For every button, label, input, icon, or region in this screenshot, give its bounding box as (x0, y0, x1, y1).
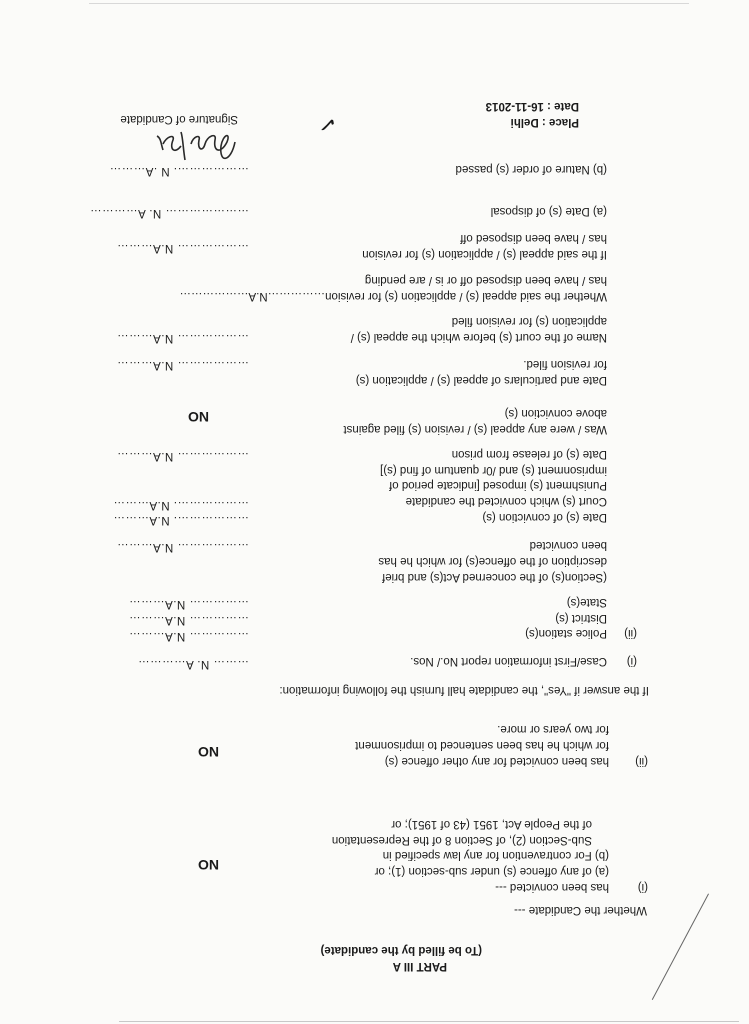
tick-mark-icon: ✓ (316, 109, 339, 138)
disposed-line2: has / have been disposed off or is / are pending (364, 274, 607, 286)
fir-label: Case/First information report No./ Nos. (410, 655, 607, 667)
district-value: …………… N.A……… (128, 614, 249, 626)
order-nature-value: ………………. N .A……… (109, 165, 249, 177)
particulars-line1: Date and particulars of appeal (s) / application (s) (355, 374, 607, 386)
scan-edge-top (89, 3, 689, 4)
sections-line2: description of the offence(s) for which he has (378, 555, 607, 567)
disposal-date-value: ………………… N. A………… (89, 207, 249, 219)
sections-value: ……………… N.A……… (116, 541, 249, 553)
release-value: ……………… N.A……… (116, 450, 249, 462)
part-i-b1: (b) For contravention for any law specified in (382, 849, 609, 861)
order-nature-label: (b) Nature of order (s) passed (455, 163, 607, 175)
state-label: State(s) (566, 596, 607, 608)
signature-icon (151, 124, 241, 172)
particulars-value: ……………… N.A……… (116, 359, 249, 371)
particulars-line2: for revision filed. (523, 358, 607, 370)
punishment-line1: Punishment (s) imposed [indicate period of (389, 479, 607, 491)
part-i-number: (i) (637, 881, 648, 893)
part-subtitle: (To be filled by the candidate) (320, 944, 482, 956)
scan-edge (119, 1021, 739, 1022)
police-station-label: Police station(s) (525, 627, 607, 639)
part-ii-line1: has been convicted for any other offence (s) (384, 755, 609, 767)
if-disposed-line2: has / have been disposed off (460, 232, 607, 244)
place-text: Place : Delhi (510, 116, 579, 128)
court-appeal-value: ……………… N.A……… (116, 332, 249, 344)
part-i-answer: NO (198, 857, 219, 873)
details-ii-number: (ii) (624, 627, 637, 639)
date-text: Date : 16-11-2013 (485, 100, 579, 112)
release-label: Date (s) of release from prison (451, 448, 607, 460)
intro-text: Whether the Candidate --- (514, 904, 647, 916)
punishment-line2: imprisonment (s) and /0r quantum of find (s)] (380, 464, 607, 476)
appeal-answer: NO (188, 409, 209, 425)
details-i-number: (i) (626, 655, 637, 667)
sections-line3: been convicted (529, 539, 607, 551)
part-title: PART III A (392, 960, 447, 972)
sections-line1: (Section(s) of the concerned Act(s) and brief (382, 571, 607, 583)
date-conviction-value: ………………. N.A……… (112, 514, 249, 526)
part-ii-number: (ii) (635, 755, 648, 767)
if-disposed-line1: If the said appeal (s) / application (s) for revision (362, 248, 607, 260)
part-i-line1: has been convicted --- (495, 881, 609, 893)
part-ii-line2: for which he has been sentenced to imprisonment (355, 739, 609, 751)
if-disposed-value: ……………… N.A……… (116, 242, 249, 254)
part-ii-line3: for two years or more. (497, 723, 609, 735)
date-conviction-label: Date (s) of conviction (s) (482, 511, 607, 523)
scan-streak (652, 894, 709, 1000)
part-ii-answer: NO (198, 744, 219, 760)
disposal-date-label: (a) Date (s) of disposal (490, 205, 607, 217)
district-label: District (s) (555, 612, 607, 624)
appeal-line1: Was / were any appeal (s) / revision (s) filed against (343, 423, 607, 435)
part-i-b3: of the People Act, 1951 (43 of 1951); or (391, 818, 592, 830)
court-appeal-line2: application (s) for revision filed (451, 315, 607, 327)
appeal-line2: above conviction (s) (504, 407, 607, 419)
part-i-a: (a) of any offence (s) under sub-section (1); or (374, 865, 609, 877)
court-label: Court (s) which convicted the candidate (405, 495, 607, 507)
disposed-line1: Whether the said appeal (s) / application (s) for revision……………N.A……………… (179, 290, 607, 302)
if-yes-text: If the answer if "Yes", the candidate hall furnish the following information: (279, 684, 649, 696)
court-value: ………………. N.A……… (112, 499, 249, 511)
court-appeal-line1: Name of the court (s) before which the appeal (s) / (350, 331, 607, 343)
police-station-value: …………… N.A……… (128, 630, 249, 642)
state-value: …………… N.A……… (128, 598, 249, 610)
signature-label: Signature of Candidate (120, 113, 238, 125)
part-i-b2: Sub-Section (2), of Section 8 of the Representation (331, 834, 592, 846)
fir-value: ……… N. A………… (137, 658, 249, 670)
